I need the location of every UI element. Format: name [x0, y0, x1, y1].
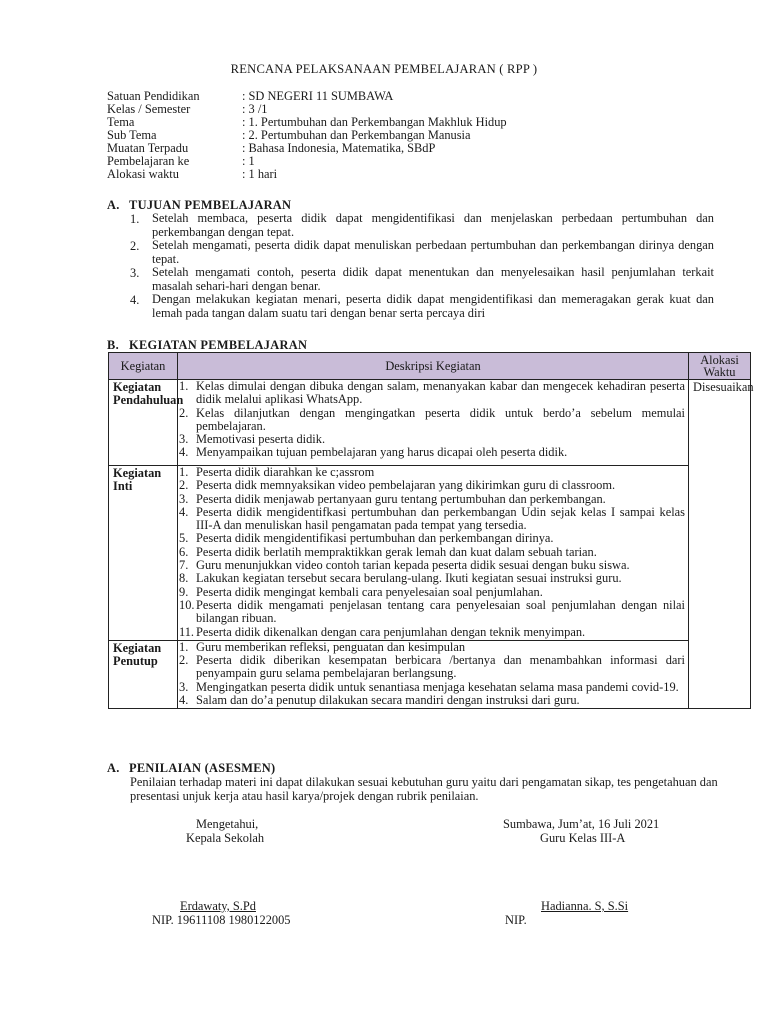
step-number: 2.: [179, 478, 189, 493]
step-item: [178, 599, 685, 626]
step-item: [178, 681, 685, 694]
step-item: [178, 479, 685, 492]
header-alokasi: Alokasi Waktu: [689, 353, 751, 380]
step-text: Peserta didik mengidentifkasi pertumbuhan dan perkembangan Udin sejak kelas I sampai kelas III-A dan menuliskan hasil pengamatan pada tempat yang tersedia.: [196, 504, 685, 533]
step-text: Peserta didik diberikan kesempatan berbicara /bertanya dan menambahkan informasi dari penyampain guru selama pembelajaran berlangsung.: [196, 653, 685, 681]
step-number: 2.: [179, 405, 189, 420]
objective-text: Setelah mengamati contoh, peserta didik dapat menentukan dan menyelesaikan hasil penjumlahan terkait masalah sehari-hari dengan benar.: [152, 265, 714, 293]
activity-label: Kegiatan Inti: [109, 466, 178, 641]
objective-number: 4.: [130, 293, 140, 307]
step-number: 3.: [179, 432, 189, 447]
step-item: [178, 506, 685, 533]
activity-steps: [178, 640, 689, 708]
table-row: [109, 380, 751, 466]
step-item: [178, 493, 685, 506]
step-text: Guru memberikan refleksi, penguatan dan kesimpulan: [196, 639, 466, 654]
signature-right-line1: Sumbawa, Jum’at, 16 Juli 2021: [503, 817, 660, 831]
objective-number: 2.: [130, 239, 140, 253]
step-number: 4.: [179, 693, 189, 708]
identity-row: [107, 90, 707, 103]
identity-block: [107, 90, 707, 181]
step-item: [178, 559, 685, 572]
identity-label: Alokasi waktu: [107, 167, 179, 181]
identity-row: [107, 155, 707, 168]
step-number: 8.: [179, 571, 189, 586]
step-item: [178, 572, 685, 585]
identity-label: Muatan Terpadu: [107, 141, 189, 155]
step-number: 4.: [179, 504, 189, 519]
signature-left-line1: Mengetahui,: [196, 817, 259, 831]
step-text: Guru menunjukkan video contoh tarian kepada peserta didik sesuai dengan buku siswa.: [196, 558, 630, 573]
activities-table: [108, 352, 754, 709]
signature-right-name: Hadianna. S, S.Si: [541, 899, 629, 913]
signature-left-name: Erdawaty, S.Pd: [180, 899, 256, 913]
section-heading-penilaian: [107, 761, 276, 775]
step-text: Mengingatkan peserta didik untuk senantiasa menjaga kesehatan selama masa pandemi covid-19.: [196, 679, 679, 694]
identity-label: Kelas / Semester: [107, 102, 191, 116]
identity-label: Tema: [107, 115, 135, 129]
step-number: 5.: [179, 531, 189, 546]
table-row: [109, 466, 751, 641]
step-item: [178, 446, 685, 459]
identity-value: : SD NEGERI 11 SUMBAWA: [242, 89, 394, 103]
section-heading-tujuan: [107, 198, 291, 212]
step-number: 10.: [179, 597, 195, 612]
section-letter: A.: [107, 198, 120, 212]
objective-item: [130, 239, 714, 266]
identity-row: [107, 168, 707, 181]
step-number: 4.: [179, 445, 189, 460]
objective-text: Setelah membaca, peserta didik dapat mengidentifikasi dan menjelaskan perbedaan pertumbuhan dan perkembangan dengan tepat.: [152, 211, 714, 239]
objective-text: Setelah mengamati, peserta didik dapat menuliskan perbedaan pertumbuhan dan perkembangan dirinya dengan tepat.: [152, 238, 714, 266]
step-text: Salam dan do’a penutup dilakukan secara mandiri dengan instruksi dari guru.: [196, 693, 580, 708]
objective-number: 1.: [130, 212, 140, 226]
signature-left-nip: NIP. 19611108 1980122005: [152, 913, 291, 927]
activity-steps: [178, 466, 689, 641]
step-item: [178, 546, 685, 559]
step-text: Peserta didik berlatih mempraktikkan gerak lemah dan kuat dalam sebuah tarian.: [196, 544, 597, 559]
step-text: Peserta didk memnyaksikan video pembelajaran yang dikirimkan guru di classroom.: [196, 478, 616, 493]
alokasi-waktu-value: Disesuaikan: [689, 380, 751, 709]
step-number: 2.: [179, 653, 189, 668]
section-letter: A.: [107, 761, 120, 775]
identity-label: Satuan Pendidikan: [107, 89, 200, 103]
step-number: 3.: [179, 679, 189, 694]
penilaian-paragraph: Penilaian terhadap materi ini dapat dilakukan sesuai kebutuhan guru yaitu dari pengamatan sikap, tes pengetahuan dan presentasi unjuk kerja atau hasil karya/projek dengan rubrik penilaian.: [130, 775, 718, 803]
step-text: Memotivasi peserta didik.: [196, 432, 326, 447]
step-text: Peserta didik dikenalkan dengan cara penjumlahan dengan teknik menyimpan.: [196, 624, 586, 639]
identity-value: : 1. Pertumbuhan dan Perkembangan Makhluk Hidup: [242, 115, 507, 129]
section-title: PENILAIAN (ASESMEN): [129, 761, 276, 775]
objective-item: [130, 212, 714, 239]
signature-right-line2: Guru Kelas III-A: [540, 831, 626, 845]
objective-item: [130, 266, 714, 293]
activity-steps: [178, 380, 689, 466]
section-title: KEGIATAN PEMBELAJARAN: [129, 338, 308, 352]
step-text: Peserta didik mengamati penjelasan tentang cara penyelesaian soal penjumlahan dengan nilai bilangan ribuan.: [196, 597, 685, 626]
step-item: [178, 433, 685, 446]
identity-value: : 1: [242, 154, 255, 168]
identity-label: Pembelajaran ke: [107, 154, 190, 168]
step-item: [178, 654, 685, 681]
step-number: 7.: [179, 558, 189, 573]
identity-label: Sub Tema: [107, 128, 157, 142]
identity-value: : 1 hari: [242, 167, 278, 181]
step-text: Kelas dilanjutkan dengan mengingatkan peserta didik untuk berdo’a sebelum memulai pembelajaran.: [196, 405, 685, 433]
step-item: [178, 641, 685, 654]
step-item: [178, 532, 685, 545]
step-number: 1.: [179, 639, 189, 654]
step-number: 11.: [179, 624, 195, 639]
identity-value: : Bahasa Indonesia, Matematika, SBdP: [242, 141, 436, 155]
activity-label: Kegiatan Pendahuluan: [109, 380, 178, 466]
step-text: Menyampaikan tujuan pembelajaran yang harus dicapai oleh peserta didik.: [196, 445, 568, 460]
document-title: RENCANA PELAKSANAAN PEMBELAJARAN ( RPP ): [230, 62, 538, 76]
header-kegiatan: Kegiatan: [109, 353, 178, 380]
step-number: 9.: [179, 584, 189, 599]
step-number: 1.: [179, 465, 189, 479]
step-text: Peserta didik menjawab pertanyaan guru tentang pertumbuhan dan perkembangan.: [196, 491, 606, 506]
step-item: [178, 694, 685, 707]
step-item: [178, 407, 685, 434]
step-text: Kelas dimulai dengan dibuka dengan salam, menanyakan kabar dan mengecek kehadiran peserta didik melalui aplikasi WhatsApp.: [196, 379, 685, 407]
section-title: TUJUAN PEMBELAJARAN: [129, 198, 292, 212]
step-number: 6.: [179, 544, 189, 559]
section-letter: B.: [107, 338, 119, 352]
objective-item: [130, 293, 714, 320]
identity-value: : 3 /1: [242, 102, 268, 116]
table-row: [109, 640, 751, 708]
objective-number: 3.: [130, 266, 140, 280]
activity-label: Kegiatan Penutup: [109, 640, 178, 708]
step-item: [178, 626, 685, 639]
section-heading-kegiatan: [107, 338, 307, 352]
objectives-list: [130, 212, 714, 320]
step-item: [178, 586, 685, 599]
table-header-row: [109, 353, 751, 380]
step-text: Lakukan kegiatan tersebut secara berulang-ulang. Ikuti kegiatan sesuai instruksi guru.: [196, 571, 622, 586]
step-number: 1.: [179, 379, 189, 393]
step-text: Peserta didik mengidentifikasi pertumbuhan dan perkembangan dirinya.: [196, 531, 554, 546]
step-item: [178, 380, 685, 407]
identity-value: : 2. Pertumbuhan dan Perkembangan Manusia: [242, 128, 471, 142]
objective-text: Dengan melakukan kegiatan menari, peserta didik dapat mengidentifikasi dan memeragakan gerak kuat dan lemah pada tangan dalam suatu tari dengan benar serta percaya diri: [152, 292, 714, 320]
step-item: [178, 466, 685, 479]
identity-row: [107, 142, 707, 155]
step-number: 3.: [179, 491, 189, 506]
signature-right-nip: NIP.: [505, 913, 527, 927]
step-text: Peserta didik mengingat kembali cara penyelesaian soal penjumlahan.: [196, 584, 543, 599]
step-text: Peserta didik diarahkan ke c;assrom: [196, 465, 375, 479]
header-deskripsi: Deskripsi Kegiatan: [178, 353, 689, 380]
signature-left-line2: Kepala Sekolah: [186, 831, 265, 845]
